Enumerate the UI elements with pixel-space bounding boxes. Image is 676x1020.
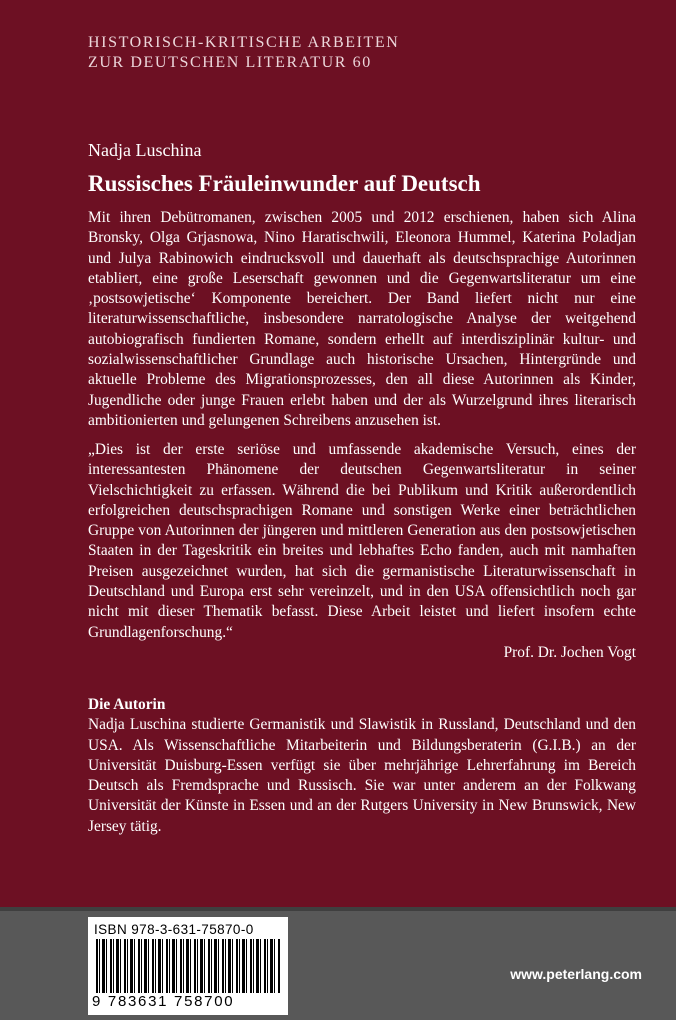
publisher-url[interactable]: www.peterlang.com: [510, 966, 642, 982]
isbn-barcode: [88, 917, 288, 1015]
isbn-number: ISBN 978-3-631-75870-0: [94, 922, 254, 937]
abstract-text: Mit ihren Debütromanen, zwischen 2005 und 2012 erschienen, haben sich Alina Bronsky, Olga Grjasnowa, Nino Haratischwili, Eleonora Hummel, Katerina Poladjan und Julya Rabinowich eindrucksvoll und dauerhaft als deutschsprachige Autorinnen etabliert, eine große Leserschaft gewonnen und die Gegenwartsliteratur um eine ‚postsowjetische‘ Komponente bereichert. Der Band liefert nicht nur eine literaturwissenschaftliche, insbesondere narratologische Analyse der weitgehend autobiografisch fundierten Romane, sondern erhellt auf interdisziplinär kultur- und sozialwissenschaftlicher Grundlage auch historische Ursachen, Hintergründe und aktuelle Probleme des Migrationsprozesses, den all diese Autorinnen als Kinder, Jugendliche oder junge Frauen erlebt haben und der als Wurzelgrund ihres literarisch ambitionierten und gelungenen Schreibens anzusehen ist.: [88, 209, 636, 429]
barcode-bars: [96, 939, 280, 993]
review-quote: [88, 440, 636, 663]
bio-text: Nadja Luschina studierte Germanistik und Slawistik in Russland, Deutschland und den USA. Als Wissenschaftliche Mitarbeiterin und Bildungsberaterin (G.I.B.) an der Universität Duisburg-Essen verfügt sie über mehrjährige Lehrerfahrung im Bereich Deutsch als Fremdsprache und Russisch. Sie war unter anderem an der Folkwang Universität der Künste in Essen und an der Rutgers University in New Brunswick, New Jersey tätig.: [88, 716, 636, 835]
barcode-digits: 9 783631 758700: [92, 993, 235, 1010]
footer-band: [0, 907, 676, 1020]
author-bio: [88, 695, 636, 837]
book-title: Russisches Fräuleinwunder auf Deutsch: [88, 171, 481, 196]
series-line-1: HISTORISCH-KRITISCHE ARBEITEN: [88, 34, 400, 51]
footer-divider: [0, 907, 676, 911]
series-line-2: ZUR DEUTSCHEN LITERATUR 60: [88, 54, 372, 71]
quote-attribution: Prof. Dr. Jochen Vogt: [503, 643, 636, 661]
author-name: Nadja Luschina: [88, 140, 202, 160]
series-title: [88, 33, 399, 73]
bio-heading: Die Autorin: [88, 696, 166, 713]
quote-text: „Dies ist der erste seriöse und umfassende akademische Versuch, eines der interessantesten Phänomene der deutschen Gegenwartsliteratur in seiner Vielschichtigkeit zu erfassen. Während die bei Publikum und Kritik außerordentlich erfolgreichen deutschsprachigen Romane und sonstigen Werke einer beträchtlichen Gruppe von Autorinnen der jüngeren und mittleren Generation aus den postsowjetischen Staaten in der Tageskritik ein breites und lebhaftes Echo fanden, auch mit namhaften Preisen ausgezeichnet wurden, hat sich die germanistische Literaturwissenschaft in Deutschland und Europa erst sehr vereinzelt, und in den USA offensichtlich noch gar nicht mit dieser Thematik befasst. Diese Arbeit leistet und liefert insofern echte Grundlagenforschung.“: [88, 441, 636, 641]
abstract: [88, 208, 636, 431]
